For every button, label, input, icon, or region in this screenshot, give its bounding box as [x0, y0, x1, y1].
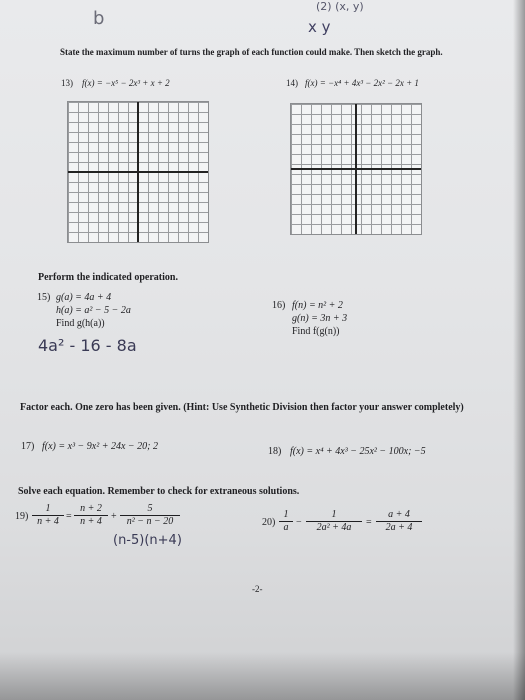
problem-20-fraction-1 [279, 509, 293, 534]
p20-f1-num: 1 [279, 509, 293, 522]
problem-20-equals: = [366, 517, 372, 528]
problem-16-find: Find f(g(n)) [292, 326, 340, 337]
problem-20-fraction-2 [306, 509, 362, 534]
p19-f2-num: n + 2 [74, 503, 108, 516]
problem-19-plus: + [111, 511, 117, 522]
graph-grid-14[interactable] [290, 103, 422, 235]
problem-16-number: 16) [272, 300, 286, 311]
problem-17-function: f(x) = x³ − 9x² + 24x − 20; 2 [42, 441, 159, 452]
section-perform-operation: Perform the indicated operation. [38, 272, 178, 283]
handwritten-answer-15: 4a² - 16 - 8a [38, 336, 137, 355]
problem-15-g: g(a) = 4a + 4 [56, 292, 112, 303]
instructions-turns: State the maximum number of turns the graph of each function could make. Then sketch the graph. [60, 47, 443, 57]
page-bottom-shadow [0, 652, 525, 700]
y-axis-14 [355, 104, 357, 234]
problem-13-number: 13) [61, 78, 73, 88]
problem-20-fraction-3 [376, 509, 422, 534]
problem-15-h: h(a) = a² − 5 − 2a [56, 305, 131, 316]
y-axis-13 [137, 102, 139, 242]
p19-f1-num: 1 [32, 503, 64, 516]
problem-18-function: f(x) = x⁴ + 4x³ − 25x² − 100x; −5 [290, 446, 426, 457]
p20-f1-den: a [283, 522, 289, 533]
problem-15-find: Find g(h(a)) [56, 318, 105, 329]
p20-f2-num: 1 [306, 509, 362, 522]
handwritten-factor-19: (n-5)(n+4) [113, 533, 182, 548]
problem-14-function: f(x) = −x⁴ + 4x³ − 2x² − 2x + 1 [305, 78, 419, 88]
section-factor-each: Factor each. One zero has been given. (Hint: Use Synthetic Division then factor your answer completely) [20, 402, 464, 413]
problem-19-number: 19) [15, 511, 29, 522]
problem-17-number: 17) [21, 441, 35, 452]
problem-20-number: 20) [262, 517, 276, 528]
problem-16-f: f(n) = n² + 2 [292, 300, 343, 311]
handwritten-note-xy: x y [308, 18, 331, 36]
problem-19-fraction-3 [120, 503, 180, 528]
handwritten-note-top-right: (2) (x, y) [316, 0, 364, 13]
p19-f3-num: 5 [120, 503, 180, 516]
problem-19-fraction-2 [74, 503, 108, 528]
graph-grid-13[interactable] [67, 101, 209, 243]
problem-13-function: f(x) = −x⁵ − 2x³ + x + 2 [82, 78, 170, 88]
page-number: -2- [252, 584, 263, 594]
p20-f2-den: 2a² + 4a [316, 522, 352, 533]
p19-f3-den: n² − n − 20 [126, 516, 174, 527]
problem-16-g: g(n) = 3n + 3 [292, 313, 348, 324]
p20-f3-num: a + 4 [376, 509, 422, 522]
problem-19-fraction-1 [32, 503, 64, 528]
p19-f1-den: n + 4 [37, 516, 59, 527]
problem-18-number: 18) [268, 446, 282, 457]
problem-19-equals: = [66, 511, 72, 522]
section-solve-equation: Solve each equation. Remember to check for extraneous solutions. [18, 486, 300, 497]
handwritten-note-b: b [93, 8, 105, 29]
p19-f2-den: n + 4 [80, 516, 102, 527]
problem-14-number: 14) [286, 78, 298, 88]
problem-20-minus: − [296, 517, 302, 528]
p20-f3-den: 2a + 4 [385, 522, 413, 533]
page-edge-shadow [513, 0, 525, 700]
problem-15-number: 15) [37, 292, 51, 303]
